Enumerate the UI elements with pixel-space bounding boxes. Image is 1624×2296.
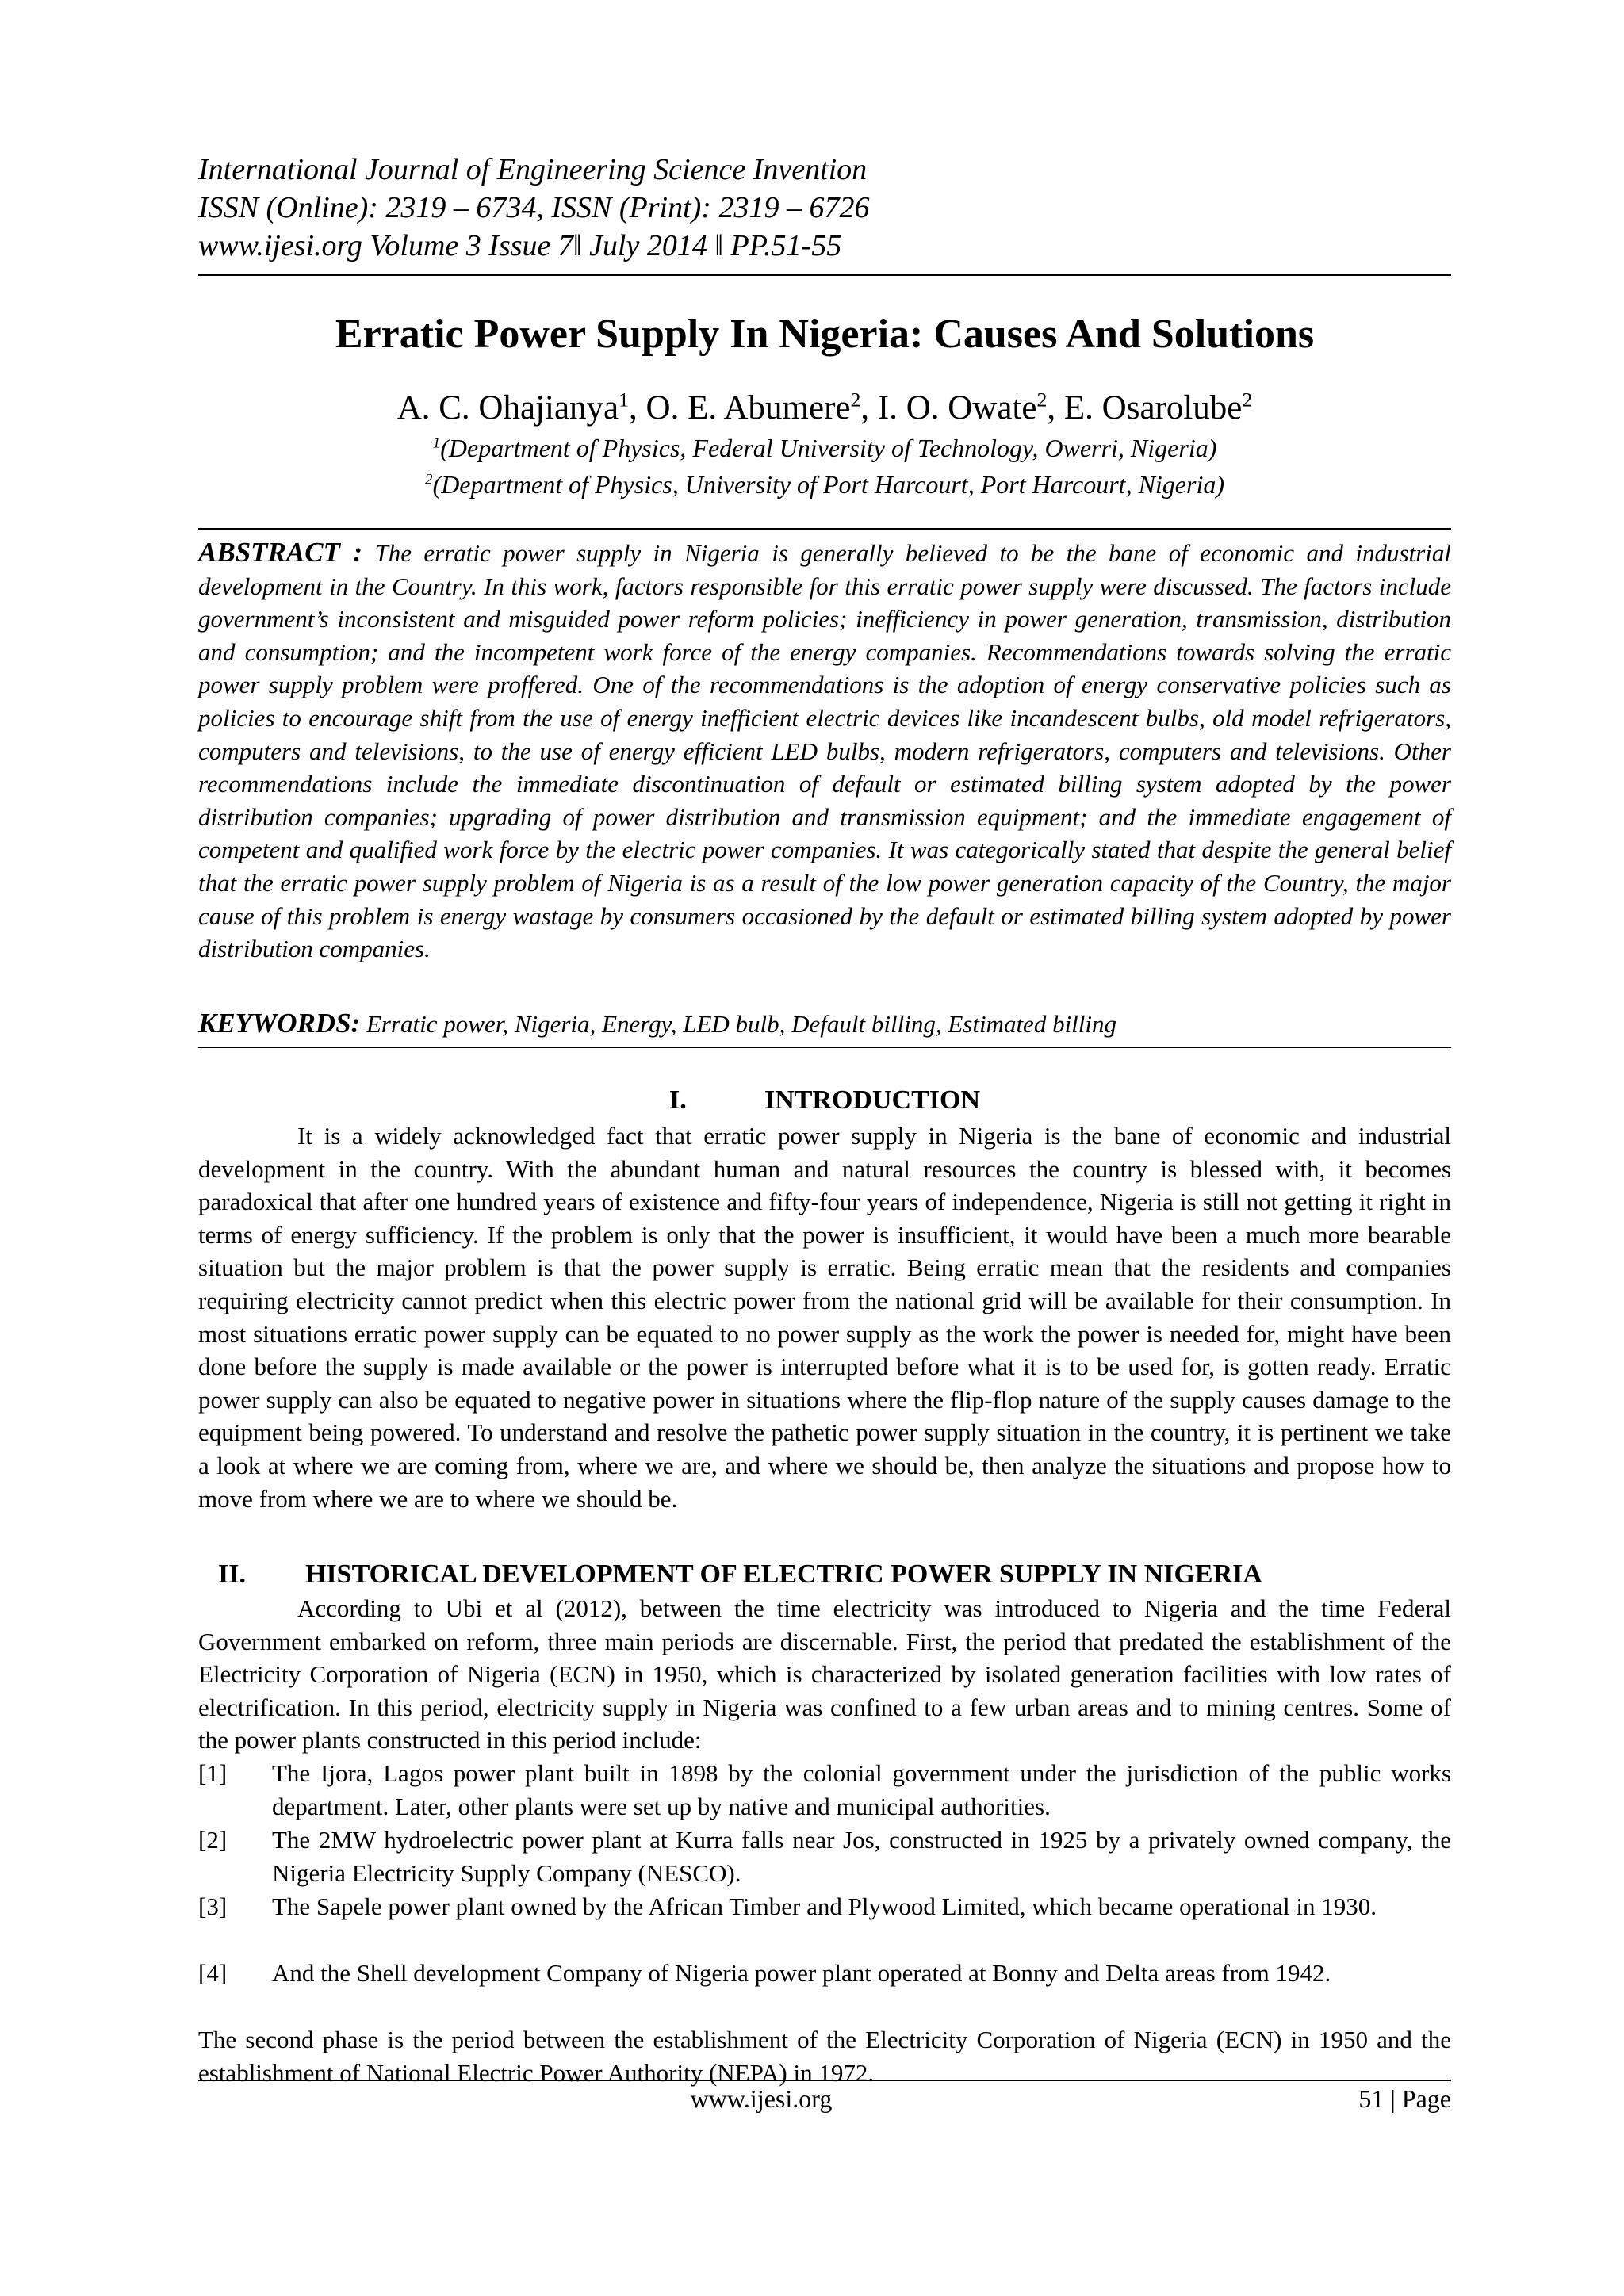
author-affiliation-mark: 2 bbox=[850, 388, 861, 411]
affiliation-2 bbox=[198, 468, 1451, 501]
header-rule bbox=[198, 274, 1451, 276]
section-title: INTRODUCTION bbox=[764, 1085, 981, 1115]
author-affiliation-mark: 2 bbox=[1242, 388, 1253, 411]
list-item bbox=[198, 1823, 1451, 1889]
introduction-paragraph: It is a widely acknowledged fact that erratic power supply in Nigeria is the bane of economic and industrial development in the country. With the abundant human and natural resources the country is blessed with, it becomes paradoxical that after one hundred years of existence and fifty-four years of independence, Nigeria is still not getting it right in terms of energy sufficiency. If the problem is only that the power is insufficient, it would have been a much more bearable situation but the major problem is that the power supply is erratic. Being erratic mean that the residents and companies requiring electricity cannot predict when this electric power from the national grid will be available for their consumption. In most situations erratic power supply can be equated to no power supply as the work the power is needed for, might have been done before the supply is made available or the power is interrupted before what it is to be used for, is gotten ready. Erratic power supply can also be equated to negative power in situations where the flip-flop nature of the supply causes damage to the equipment being powered. To understand and resolve the pathetic power supply situation in the country, it is pertinent we take a look at where we are coming from, where we are, and where we should be, then analyze the situations and propose how to move from where we are to where we should be. bbox=[198, 1122, 1451, 1513]
list-item-number: [3] bbox=[198, 1892, 228, 1920]
list-item-text: The Ijora, Lagos power plant built in 1898 by the colonial government under the jurisdiction of the public works department. Later, other plants were set up by native and municipal authorities. bbox=[272, 1759, 1451, 1820]
footer-rule bbox=[198, 2080, 1451, 2081]
list-item bbox=[198, 1757, 1451, 1823]
author-name: A. C. Ohajianya bbox=[396, 389, 619, 427]
section-heading-history bbox=[218, 1557, 1451, 1592]
section-number: II. bbox=[218, 1559, 246, 1589]
keywords-text: Erratic power, Nigeria, Energy, LED bulb, Default billing, Estimated billing bbox=[366, 1010, 1117, 1038]
abstract-label: ABSTRACT : bbox=[198, 537, 363, 568]
author-list bbox=[198, 387, 1451, 430]
affiliation-text: (Department of Physics, University of Port Harcourt, Port Harcourt, Nigeria) bbox=[432, 470, 1224, 499]
author-affiliation-mark: 1 bbox=[619, 388, 630, 411]
author-name: O. E. Abumere bbox=[645, 389, 851, 427]
journal-volume: www.ijesi.org Volume 3 Issue 7‖ July 2014 ‖ PP.51-55 bbox=[198, 229, 842, 262]
list-item bbox=[198, 1890, 1451, 1923]
journal-name: International Journal of Engineering Science Invention bbox=[198, 153, 868, 186]
list-item-text: The Sapele power plant owned by the African Timber and Plywood Limited, which became operational in 1930. bbox=[272, 1892, 1377, 1920]
abstract-text: The erratic power supply in Nigeria is generally believed to be the bane of economic and industrial development in the Country. In this work, factors responsible for this erratic power supply were discussed. The factors include government’s inconsistent and misguided power reform policies; inefficiency in power generation, transmission, distribution and consumption; and the incompetent work force of the energy companies. Recommendations towards solving the erratic power supply problem were proffered. One of the recommendations is the adoption of energy conservative policies such as policies to encourage shift from the use of energy inefficient electric devices like incandescent bulbs, old model refrigerators, computers and televisions, to the use of energy efficient LED bulbs, modern refrigerators, computers and televisions. Other recommendations include the immediate discontinuation of default or estimated billing system adopted by the power distribution companies; upgrading of power distribution and transmission equipment; and the immediate engagement of competent and qualified work force by the electric power companies. It was categorically stated that despite the general belief that the erratic power supply problem of Nigeria is as a result of the low power generation capacity of the Country, the major cause of this problem is energy wastage by consumers occasioned by the default or estimated billing system adopted by power distribution companies. bbox=[198, 539, 1451, 963]
list-item-text: The 2MW hydroelectric power plant at Kurra falls near Jos, constructed in 1925 by a privately owned company, the Nigeria Electricity Supply Company (NESCO). bbox=[272, 1826, 1451, 1887]
affiliation-mark: 1 bbox=[432, 434, 441, 452]
author-separator: , bbox=[860, 389, 878, 427]
list-item-number: [2] bbox=[198, 1826, 228, 1854]
page-number: 51 | Page bbox=[1358, 2084, 1451, 2113]
author-separator: , bbox=[629, 389, 646, 427]
affiliation-text: (Department of Physics, Federal University of Technology, Owerri, Nigeria) bbox=[440, 434, 1217, 462]
author-name: E. Osarolube bbox=[1063, 389, 1243, 427]
history-paragraph: According to Ubi et al (2012), between the time electricity was introduced to Nigeria and the time Federal Government embarked on reform, three main periods are discernable. First, the period that predated the establishment of the Electricity Corporation of Nigeria (ECN) in 1950, which is characterized by isolated generation facilities with low rates of electrification. In this period, electricity supply in Nigeria was confined to a few urban areas and to mining centres. Some of the power plants constructed in this period include: bbox=[198, 1594, 1451, 1755]
list-item-number: [4] bbox=[198, 1959, 228, 1987]
paper-title: Erratic Power Supply In Nigeria: Causes And Solutions bbox=[335, 312, 1315, 357]
section-heading-introduction bbox=[198, 1083, 1451, 1118]
section-number: I. bbox=[668, 1085, 687, 1115]
journal-issn: ISSN (Online): 2319 – 6734, ISSN (Print): 2319 – 6726 bbox=[198, 191, 870, 224]
history-closing-paragraph: The second phase is the period between the establishment of the Electricity Corporation of Nigeria (ECN) in 1950 and the establishment of National Electric Power Authority (NEPA) in 1972. bbox=[198, 2026, 1451, 2087]
keywords bbox=[198, 1007, 1451, 1041]
footer-url: www.ijesi.org bbox=[690, 2084, 833, 2113]
author-separator: , bbox=[1047, 389, 1064, 427]
list-item-number: [1] bbox=[198, 1759, 228, 1787]
affiliation-mark: 2 bbox=[425, 471, 433, 488]
abstract bbox=[198, 536, 1451, 966]
author-affiliation-mark: 2 bbox=[1036, 388, 1048, 411]
list-item bbox=[198, 1957, 1451, 1990]
list-item-text: And the Shell development Company of Nigeria power plant operated at Bonny and Delta areas from 1942. bbox=[272, 1959, 1331, 1987]
affiliation-1 bbox=[198, 431, 1451, 465]
author-name: I. O. Owate bbox=[877, 389, 1037, 427]
keywords-rule bbox=[198, 1047, 1451, 1048]
section-title: HISTORICAL DEVELOPMENT OF ELECTRIC POWER SUPPLY IN NIGERIA bbox=[305, 1559, 1262, 1589]
abstract-top-rule bbox=[198, 528, 1451, 530]
journal-header bbox=[198, 151, 1451, 265]
keywords-label: KEYWORDS: bbox=[198, 1008, 361, 1039]
